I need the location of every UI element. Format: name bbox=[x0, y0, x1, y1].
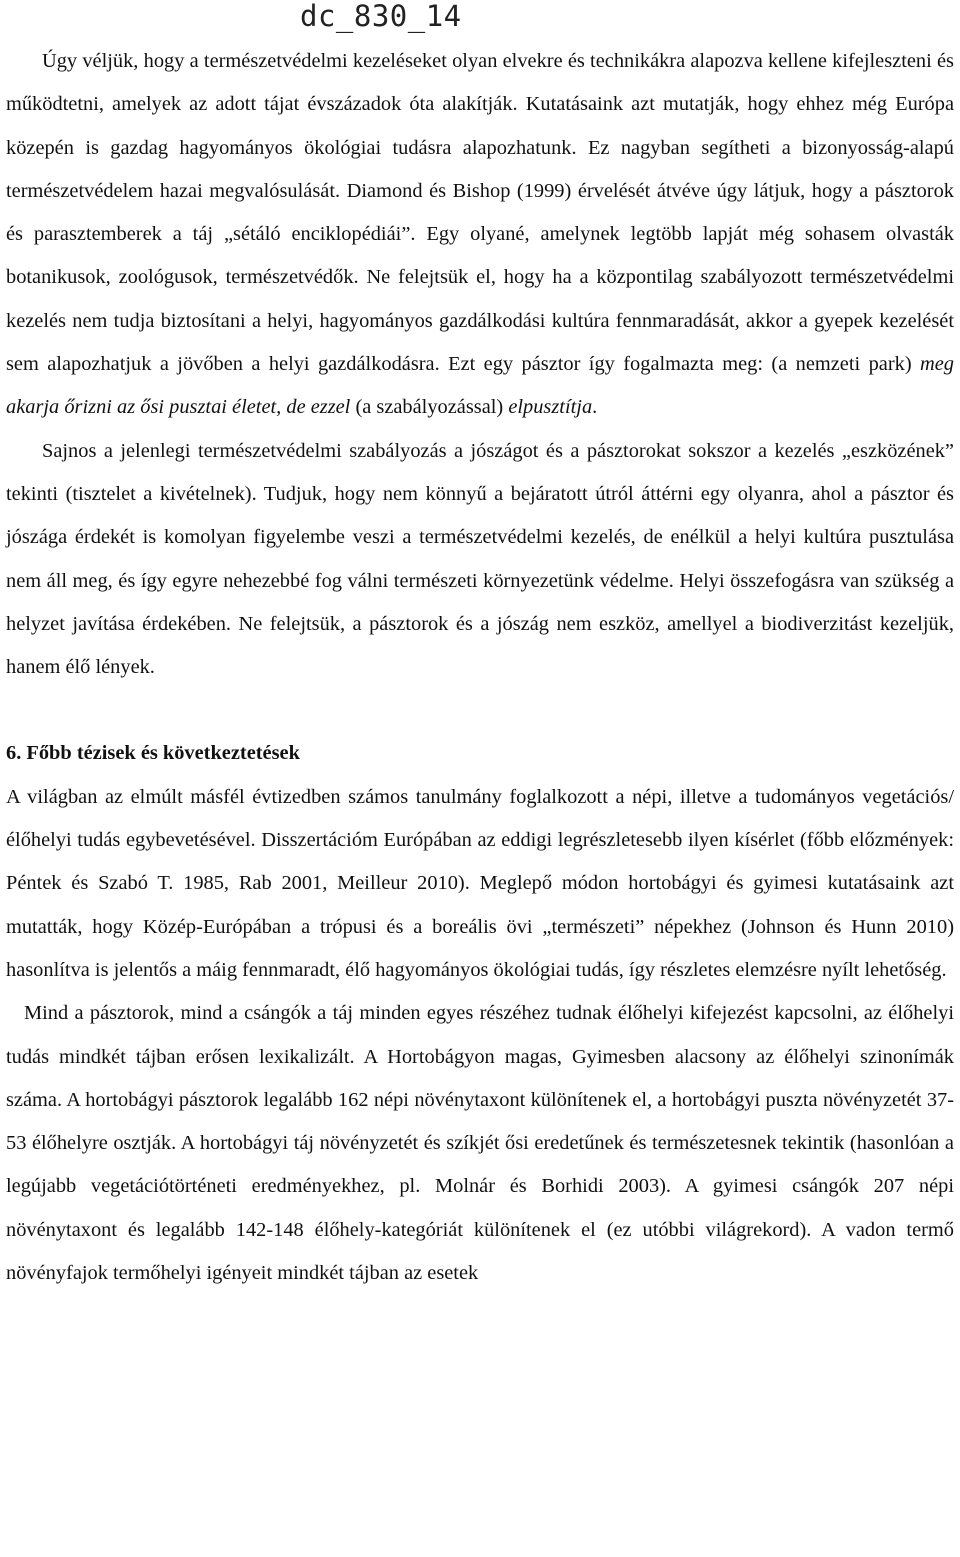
paragraph-2: Sajnos a jelenlegi természetvédelmi szabályozás a jószágot és a pásztorokat sokszor a kezelés „eszközének” tekinti (tisztelet a kivételnek). Tudjuk, hogy nem könnyű a bejáratott útról áttérni egy olyanra, ahol a pásztor és jószága érdekét is komolyan figyelembe veszi a természetvédelmi kezelés, de enélkül a helyi kultúra pusztulása nem áll meg, és így egyre nehezebbé fog válni természeti környezetünk védelme. Helyi összefogásra van szükség a helyzet javítása érdekében. Ne felejtsük, a pásztorok és a jószág nem eszköz, amellyel a biodiverzitást kezeljük, hanem élő lények. bbox=[6, 439, 954, 679]
paragraph-1 bbox=[6, 40, 954, 430]
paragraph-3: A világban az elmúlt másfél évtizedben számos tanulmány foglalkozott a népi, illetve a tudományos vegetációs/élőhelyi tudás egybevetésével. Disszertációm Európában az eddigi legrészletesebb ilyen kísérlet (főbb előzmények: Péntek és Szabó T. 1985, Rab 2001, Meilleur 2010). Meglepő módon hortobágyi és gyimesi kutatásaink azt mutatták, hogy Közép-Európában a trópusi és a boreális övi „természeti” népekhez (Johnson és Hunn 2010) hasonlítva is jelentős a máig fennmaradt, élő hagyományos ökológiai tudás, így részletes elemzésre nyílt lehetőség. bbox=[6, 785, 954, 981]
document-body bbox=[6, 40, 954, 1295]
paragraph-1-quote-italic: meg akarja őrizni az ősi pusztai életet, de ezzel bbox=[6, 353, 954, 419]
paragraph-1-quote-italic-end: elpusztítja bbox=[508, 396, 593, 419]
paragraph-1-text-cont: (a szabályozással) bbox=[350, 396, 509, 419]
section-heading bbox=[6, 732, 954, 775]
section-title: Főbb tézisek és következtetések bbox=[26, 742, 300, 765]
document-id-header: dc_830_14 bbox=[300, 0, 462, 33]
section-number: 6. bbox=[6, 742, 22, 765]
paragraph-1-text: Úgy véljük, hogy a természetvédelmi kezeléseket olyan elvekre és technikákra alapozva kellene kifejleszteni és működtetni, amelyek az adott tájat évszázadok óta alakítják. Kutatásaink azt mutatják, hogy ehhez még Európa közepén is gazdag hagyományos ökológiai tudásra alapozhatunk. Ez nagyban segítheti a bizonyosság-alapú természetvédelem hazai megvalósulását. Diamond és Bishop (1999) érvelését átvéve úgy látjuk, hogy a pásztorok és parasztemberek a táj „sétáló enciklopédiái”. Egy olyané, amelynek legtöbb lapját még sohasem olvasták botanikusok, zoológusok, természetvédők. Ne felejtsük el, hogy ha a központilag szabályozott természetvédelmi kezelés nem tudja biztosítani a helyi, hagyományos gazdálkodási kultúra fennmaradását, akkor a gyepek kezelését sem alapozhatjuk a jövőben a helyi gazdálkodásra. Ezt egy pásztor így fogalmazta meg: (a nemzeti park) bbox=[6, 50, 954, 376]
paragraph-4: Mind a pásztorok, mind a csángók a táj minden egyes részéhez tudnak élőhelyi kifejezést kapcsolni, az élőhelyi tudás mindkét tájban erősen lexikalizált. A Hortobágyon magas, Gyimesben alacsony az élőhelyi szinonímák száma. A hortobágyi pásztorok legalább 162 népi növénytaxont különítenek el, a hortobágyi puszta növényzetét 37-53 élőhelyre osztják. A hortobágyi táj növényzetét és szíkjét ősi eredetűnek és természetesnek tekintik (hasonlóan a legújabb vegetációtörténeti eredményekhez, pl. Molnár és Borhidi 2003). A gyimesi csángók 207 népi növénytaxont és legalább 142-148 élőhely-kategóriát különítenek el (ez utóbbi világrekord). A vadon termő növényfajok termőhelyi igényeit mindkét tájban az esetek bbox=[6, 1002, 954, 1285]
paragraph-1-period: . bbox=[592, 396, 598, 419]
